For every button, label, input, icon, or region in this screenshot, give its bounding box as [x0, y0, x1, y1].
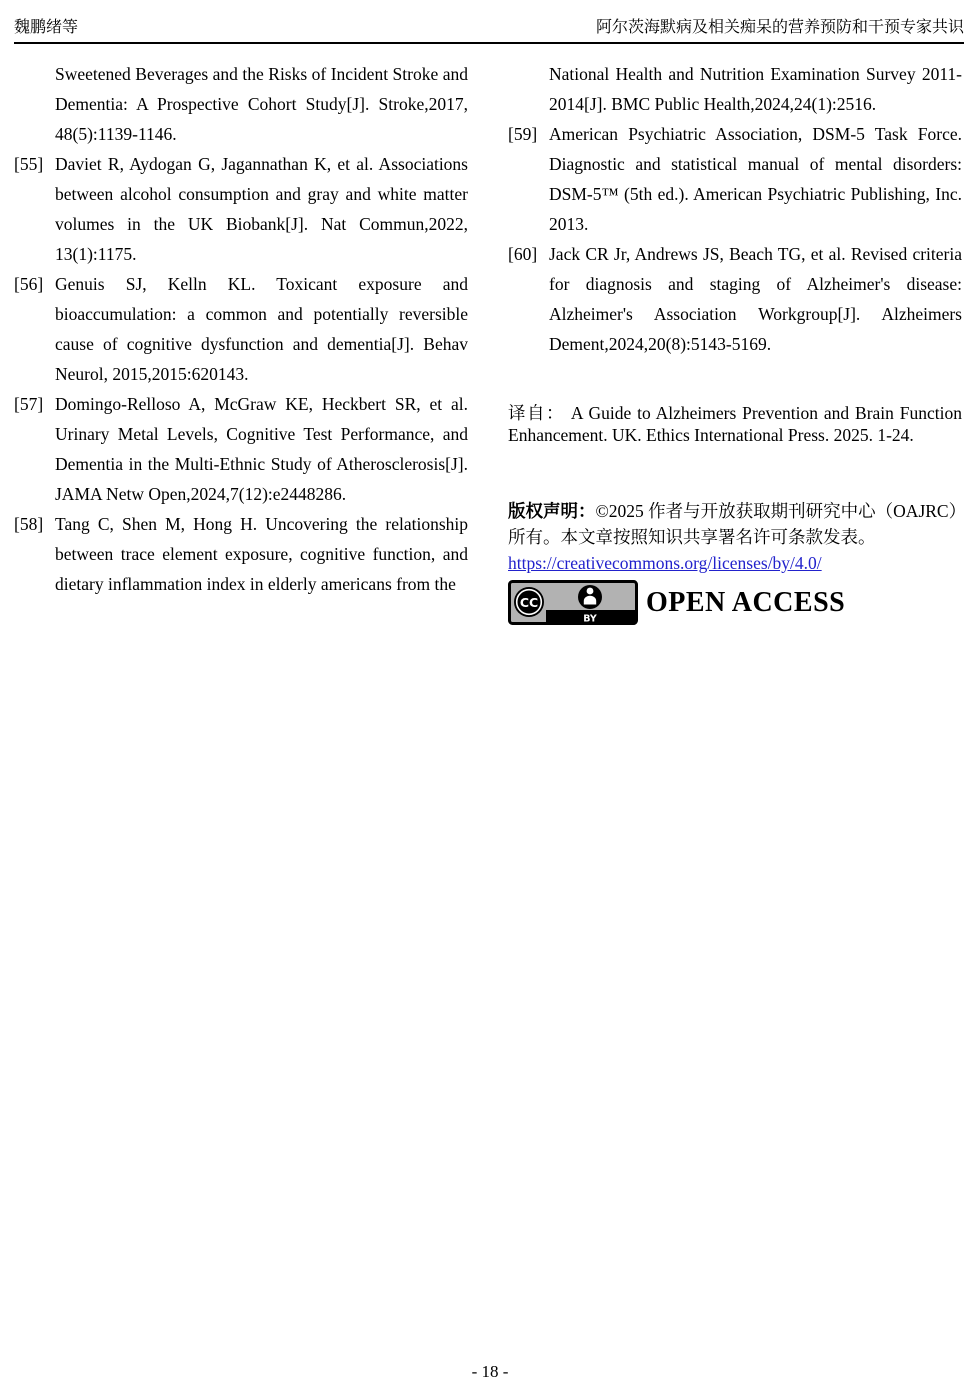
reference-item [508, 59, 962, 119]
reference-text: Domingo-Relloso A, McGraw KE, Heckbert SR, et al. Urinary Metal Levels, Cognitive Test Performance, and Dementia in the Multi-Ethnic Study of Atherosclerosis[J]. JAMA Netw Open,2024,7(12):e2448286. [55, 394, 468, 504]
badge-by-label: BY [583, 613, 597, 625]
reference-label: [58] [14, 514, 44, 534]
header-author: 魏鹏绪等 [14, 19, 79, 36]
copyright-text: ©2025 作者与开放获取期刊研究中心（OAJRC）所有。本文章按照知识共享署名许可条款发表。 [508, 501, 958, 547]
license-badge-row [508, 580, 962, 625]
reference-label: [57] [14, 394, 44, 414]
reference-item [14, 509, 468, 599]
reference-label: [60] [508, 244, 538, 264]
svg-text:CC: CC [519, 594, 539, 610]
translation-note-text: A Guide to Alzheimers Prevention and Brain Function Enhancement. UK. Ethics International Press. 2025. 1-24. [508, 403, 963, 445]
reference-text: Daviet R, Aydogan G, Jagannathan K, et al. Associations between alcohol consumption and gray and white matter volumes in the UK Biobank[J]. Nat Commun,2022, 13(1):1175. [55, 154, 468, 264]
reference-item [508, 239, 962, 359]
reference-text: Tang C, Shen M, Hong H. Uncovering the relationship between trace element exposure, cognitive function, and dietary inflammation index in elderly americans from the [55, 514, 468, 594]
left-column [14, 59, 468, 625]
license-link[interactable]: https://creativecommons.org/licenses/by/4.0/ [508, 553, 822, 573]
reference-label: [56] [14, 274, 44, 294]
reference-item [14, 269, 468, 389]
reference-label: [55] [14, 154, 44, 174]
open-access-label: OPEN ACCESS [646, 586, 846, 618]
cc-by-badge [508, 580, 638, 625]
right-column [508, 59, 962, 625]
copyright-statement [508, 498, 962, 576]
cc-logo-icon [514, 587, 544, 617]
reference-label: [59] [508, 124, 538, 144]
reference-text: National Health and Nutrition Examination Survey 2011-2014[J]. BMC Public Health,2024,24(1):2516. [549, 64, 962, 114]
page-number: - 18 - [471, 1362, 509, 1381]
reference-item [14, 149, 468, 269]
reference-item [14, 389, 468, 509]
translation-note [508, 403, 962, 446]
copyright-label: 版权声明： [508, 501, 596, 521]
reference-text: Genuis SJ, Kelln KL. Toxicant exposure and bioaccumulation: a common and potentially reversible cause of cognitive dysfunction and dementia[J]. Behav Neurol, 2015,2015:620143. [55, 274, 468, 384]
header-title: 阿尔茨海默病及相关痴呆的营养预防和干预专家共识 [595, 19, 964, 36]
reference-item [508, 119, 962, 239]
reference-text: Jack CR Jr, Andrews JS, Beach TG, et al. Revised criteria for diagnosis and staging of Alzheimer's disease: Alzheimer's Association Workgroup[J]. Alzheimers Dement,2024,20(8):5143-5169. [549, 244, 962, 354]
page-header [14, 14, 964, 44]
reference-text: Sweetened Beverages and the Risks of Incident Stroke and Dementia: A Prospective Cohort Study[J]. Stroke,2017, 48(5):1139-1146. [55, 64, 468, 144]
attribution-person-icon [578, 585, 602, 609]
references-columns [14, 59, 964, 625]
reference-item [14, 59, 468, 149]
translation-note-prefix: 译自： [508, 403, 566, 423]
reference-text: American Psychiatric Association, DSM-5 Task Force. Diagnostic and statistical manual of mental disorders: DSM-5™ (5th ed.). American Psychiatric Publishing, Inc. 2013. [549, 124, 962, 234]
